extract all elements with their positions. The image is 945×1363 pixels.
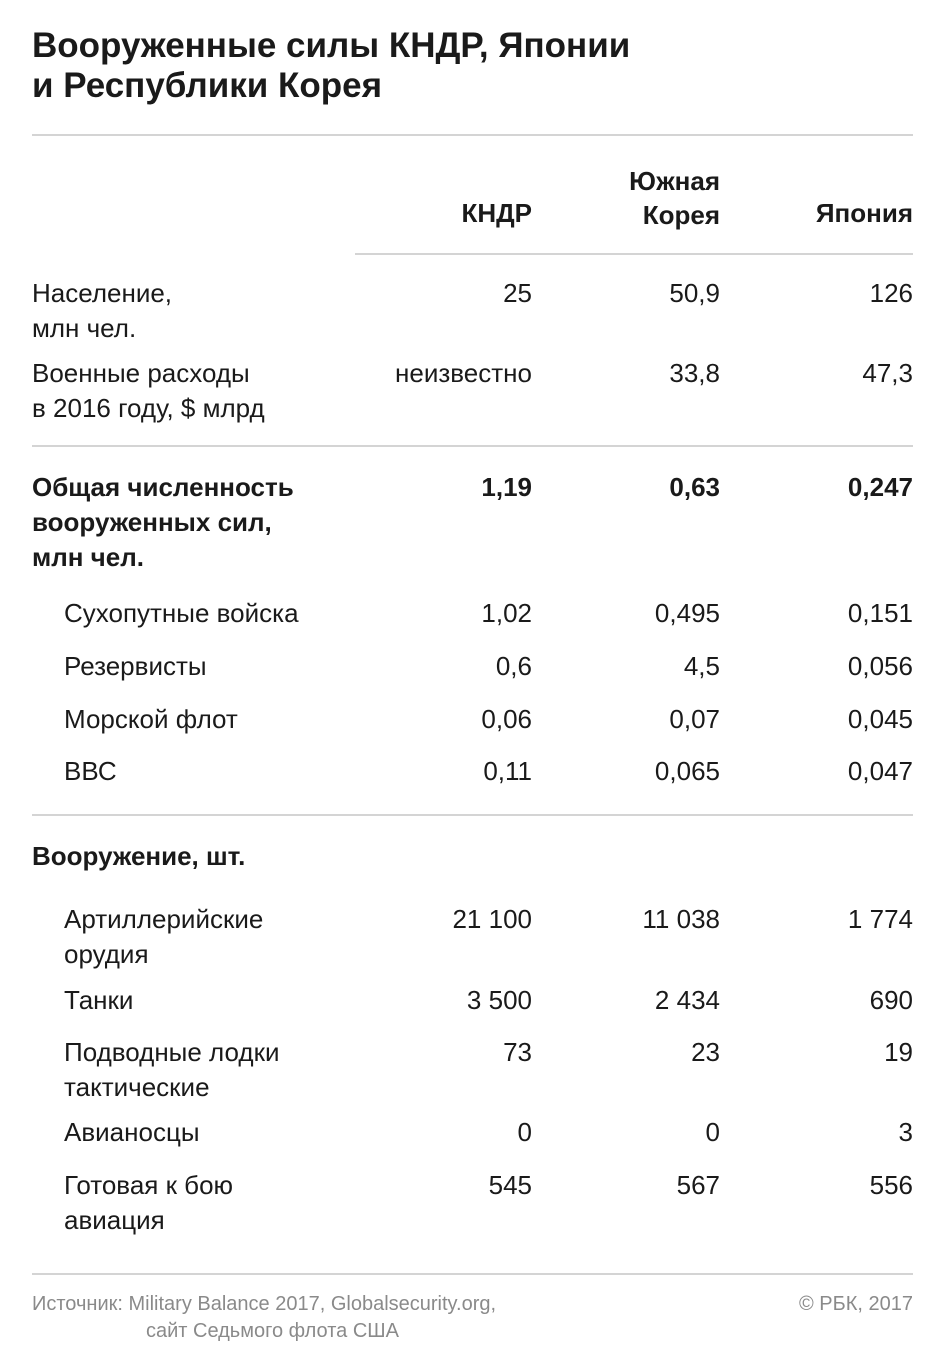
divider-section-2 (32, 814, 913, 816)
copyright: © РБК, 2017 (798, 1293, 913, 1315)
row-label-tanks: Танки (64, 985, 134, 1015)
divider-section-1 (32, 445, 913, 447)
row-label-total (32, 470, 352, 575)
section-header-weapons: Вооружение, шт. (32, 841, 246, 871)
cell-reserve-south-korea: 4,5 (683, 651, 720, 681)
title-line-1: Вооруженные силы КНДР, Японии (32, 26, 631, 65)
cell-navy-south-korea: 0,07 (669, 704, 720, 734)
row-label-line: Артиллерийские (64, 904, 264, 934)
row-label-submarines (64, 1035, 364, 1105)
row-label-line: Военные расходы (32, 358, 250, 388)
row-label-line: в 2016 году, $ млрд (32, 393, 265, 423)
cell-ground-kndr: 1,02 (481, 598, 532, 628)
cell-total-japan: 0,247 (847, 472, 913, 502)
divider-header (355, 253, 913, 255)
column-header-kndr: КНДР (461, 198, 532, 228)
row-label-line: тактические (64, 1072, 210, 1102)
row-label-artillery (64, 902, 364, 972)
row-label-line: млн чел. (32, 313, 137, 343)
row-label-airforce: ВВС (64, 756, 117, 786)
cell-spending-kndr: неизвестно (395, 358, 532, 388)
cell-ground-japan: 0,151 (847, 598, 913, 628)
column-header-south-korea (629, 164, 720, 232)
row-label-aviation (64, 1168, 364, 1238)
column-header-japan: Япония (815, 198, 913, 228)
title-line-2: и Республики Корея (32, 66, 383, 105)
divider-top (32, 134, 913, 136)
column-header-south-korea-line-1: Южная (629, 166, 720, 196)
row-label-reserve: Резервисты (64, 651, 207, 681)
cell-airforce-japan: 0,047 (847, 756, 913, 786)
cell-ground-south-korea: 0,495 (654, 598, 720, 628)
row-label-spending (32, 356, 342, 426)
cell-carriers-kndr: 0 (517, 1117, 532, 1147)
cell-carriers-japan: 3 (898, 1117, 913, 1147)
row-label-line: Готовая к бою (64, 1170, 234, 1200)
cell-artillery-south-korea: 11 038 (642, 904, 720, 934)
cell-tanks-south-korea: 2 434 (654, 985, 720, 1015)
row-label-line: Общая численность (32, 472, 294, 502)
cell-navy-japan: 0,045 (847, 704, 913, 734)
cell-submarines-south-korea: 23 (691, 1037, 720, 1067)
cell-reserve-japan: 0,056 (847, 651, 913, 681)
cell-submarines-kndr: 73 (503, 1037, 532, 1067)
row-label-line: орудия (64, 939, 149, 969)
cell-tanks-kndr: 3 500 (466, 985, 532, 1015)
cell-aviation-kndr: 545 (488, 1170, 532, 1200)
cell-carriers-south-korea: 0 (705, 1117, 720, 1147)
row-label-line: вооруженных сил, (32, 507, 272, 537)
source-note (32, 1291, 632, 1345)
cell-airforce-kndr: 0,11 (483, 756, 532, 786)
source-line-1: Источник: Military Balance 2017, Globalsecurity.org, (32, 1293, 497, 1315)
row-label-line: Население, (32, 278, 173, 308)
cell-airforce-south-korea: 0,065 (654, 756, 720, 786)
cell-spending-japan: 47,3 (862, 358, 913, 388)
page-title (32, 26, 912, 106)
row-label-line: авиация (64, 1205, 165, 1235)
row-label-line: млн чел. (32, 542, 144, 572)
cell-spending-south-korea: 33,8 (669, 358, 720, 388)
cell-aviation-south-korea: 567 (676, 1170, 720, 1200)
cell-population-japan: 126 (869, 278, 913, 308)
cell-navy-kndr: 0,06 (481, 704, 532, 734)
row-label-population (32, 276, 342, 346)
cell-population-kndr: 25 (503, 278, 532, 308)
row-label-line: Подводные лодки (64, 1037, 280, 1067)
cell-aviation-japan: 556 (869, 1170, 913, 1200)
cell-total-kndr: 1,19 (481, 472, 532, 502)
row-label-ground: Сухопутные войска (64, 598, 299, 628)
cell-submarines-japan: 19 (884, 1037, 913, 1067)
cell-artillery-kndr: 21 100 (452, 904, 532, 934)
cell-artillery-japan: 1 774 (847, 904, 913, 934)
source-line-2: сайт Седьмого флота США (146, 1320, 399, 1342)
cell-tanks-japan: 690 (869, 985, 913, 1015)
row-label-navy: Морской флот (64, 704, 238, 734)
cell-population-south-korea: 50,9 (669, 278, 720, 308)
row-label-carriers: Авианосцы (64, 1117, 200, 1147)
divider-footer (32, 1273, 913, 1275)
cell-reserve-kndr: 0,6 (495, 651, 532, 681)
column-header-south-korea-line-2: Корея (642, 200, 720, 230)
cell-total-south-korea: 0,63 (669, 472, 720, 502)
